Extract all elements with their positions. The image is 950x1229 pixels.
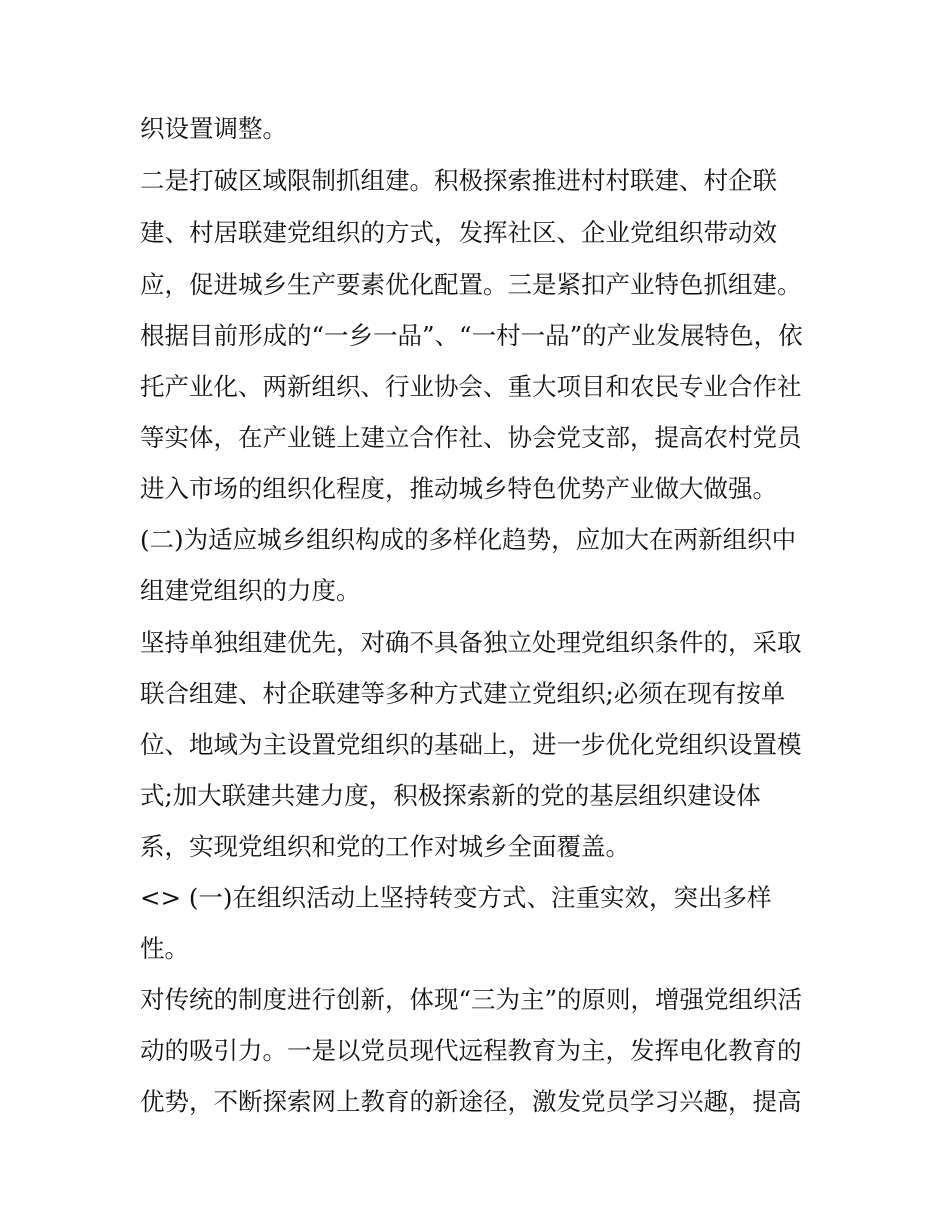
text-line: 式;加大联建共建力度，积极探索新的党的基层组织建设体 (140, 781, 761, 810)
text-line: 性。 (140, 934, 189, 963)
text-line: 等实体，在产业链上建立合作社、协会党支部，提高农村党员 (140, 423, 802, 452)
text-line: 建、村居联建党组织的方式，发挥社区、企业党组织带动效 (140, 218, 777, 247)
text-line: 动的吸引力。一是以党员现代远程教育为主，发挥电化教育的 (140, 1036, 802, 1065)
text-line: 对传统的制度进行创新，体现“三为主”的原则，增强党组织活 (140, 985, 803, 1014)
text-line: 根据目前形成的“一乡一品”、“一村一品”的产业发展特色，依 (140, 321, 803, 350)
text-line: 组建党组织的力度。 (140, 576, 361, 605)
text-line: 织设置调整。 (140, 114, 287, 143)
text-line: 系，实现党组织和党的工作对城乡全面覆盖。 (140, 832, 630, 861)
text-line: 二是打破区域限制抓组建。积极探索推进村村联建、村企联 (140, 166, 777, 195)
text-line: 优势，不断探索网上教育的新途径，激发党员学习兴趣，提高 (140, 1087, 802, 1116)
text-line: (二)为适应城乡组织构成的多样化趋势，应加大在两新组织中 (140, 525, 797, 554)
text-line: 进入市场的组织化程度，推动城乡特色优势产业做大做强。 (140, 474, 777, 503)
text-line: 联合组建、村企联建等多种方式建立党组织;必须在现有按单 (140, 679, 786, 708)
text-line: 位、地域为主设置党组织的基础上，进一步优化党组织设置模 (140, 730, 802, 759)
text-line: <> (一)在组织活动上坚持转变方式、注重实效，突出多样 (140, 883, 772, 912)
text-line: 应，促进城乡生产要素优化配置。三是紧扣产业特色抓组建。 (140, 270, 802, 299)
text-line: 坚持单独组建优先，对确不具备独立处理党组织条件的，采取 (140, 628, 802, 657)
text-line: 托产业化、两新组织、行业协会、重大项目和农民专业合作社 (140, 372, 802, 401)
